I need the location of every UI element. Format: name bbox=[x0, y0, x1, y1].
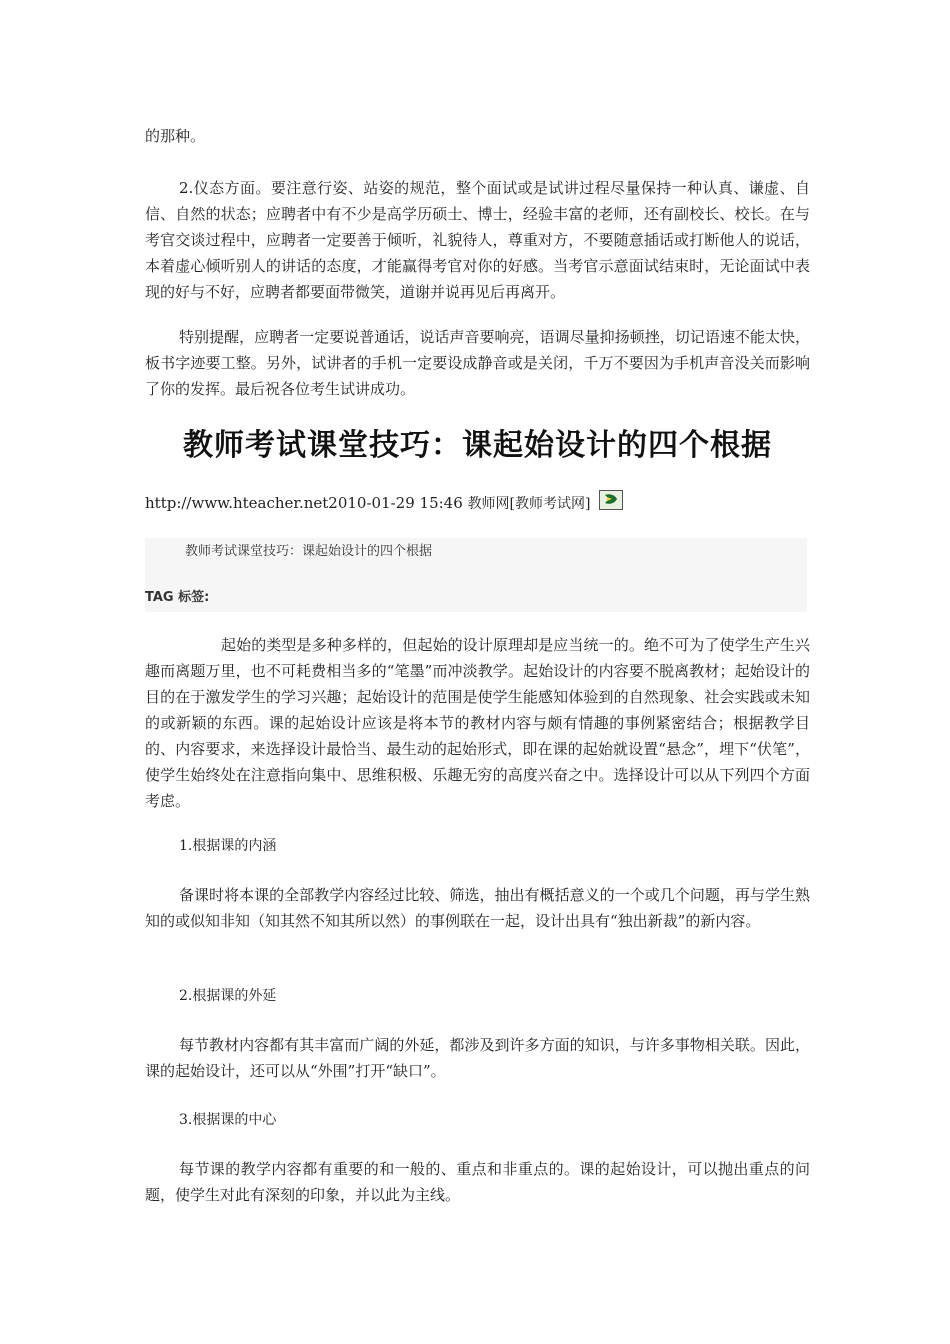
section-body-3: 每节课的教学内容都有重要的和一般的、重点和非重点的。课的起始设计，可以抛出重点的问题，使学生对此有深刻的印象，并以此为主线。 bbox=[145, 1160, 810, 1204]
paragraph-ending: 的那种。 bbox=[145, 127, 206, 145]
article-intro: 起始的类型是多种多样的，但起始的设计原理却是应当统一的。绝不可为了使学生产生兴趣而离题万里，也不可耗费相当多的“笔墨”而冲淡教学。起始设计的内容要不脱离教材；起始设计的目的在于激发学生的学习兴趣；起始设计的范围是使学生能感知体验到的自然现象、社会实践或未知的或新颖的东西。课的起始设计应该是将本节的教材内容与颇有情趣的事例紧密结合；根据教学目的、内容要求，来选择设计最恰当、最生动的起始形式，即在课的起始就设置“悬念”，埋下“伏笔”，使学生始终处在注意指向集中、思维积极、乐趣无穷的高度兴奋之中。选择设计可以从下列四个方面考虑。 bbox=[145, 636, 810, 810]
article-subtitle: 教师考试课堂技巧：课起始设计的四个根据 bbox=[185, 544, 433, 559]
section-body-2: 每节教材内容都有其丰富而广阔的外延，都涉及到许多方面的知识，与许多事物相关联。因此，课的起始设计，还可以从“外围”打开“缺口”。 bbox=[145, 1036, 810, 1080]
section-heading-1: 1.根据课的内涵 bbox=[179, 838, 277, 854]
section-body-1: 备课时将本课的全部教学内容经过比较、筛选，抽出有概括意义的一个或几个问题，再与学生熟知的或似知非知（知其然不知其所以然）的事例联在一起，设计出具有“独出新裁”的新内容。 bbox=[145, 886, 810, 930]
paragraph-demeanor: 2.仪态方面。要注意行姿、站姿的规范，整个面试或是试讲过程尽量保持一种认真、谦虚、自信、自然的状态；应聘者中有不少是高学历硕士、博士，经验丰富的老师，还有副校长、校长。在与考官交谈过程中，应聘者一定要善于倾听，礼貌待人，尊重对方，不要随意插话或打断他人的说话，本着虚心倾听别人的讲话的态度，才能赢得考官对你的好感。当考官示意面试结束时，无论面试中表现的好与不好，应聘者都要面带微笑，道谢并说再见后再离开。 bbox=[145, 179, 810, 301]
article-title: 教师考试课堂技巧：课起始设计的四个根据 bbox=[183, 428, 772, 463]
article-meta-source[interactable]: 教师网[教师考试网] bbox=[467, 496, 591, 512]
article-meta-url[interactable]: http://www.hteacher.net2010-01-29 15:46 bbox=[145, 494, 463, 512]
tag-label: TAG 标签: bbox=[145, 590, 210, 605]
article-meta bbox=[145, 490, 623, 517]
share-icon[interactable] bbox=[599, 490, 623, 510]
paragraph-reminder: 特别提醒，应聘者一定要说普通话，说话声音要响亮，语调尽量抑扬顿挫，切记语速不能太快，板书字迹要工整。另外，试讲者的手机一定要设成静音或是关闭，千万不要因为手机声音没关而影响了你的发挥。最后祝各位考生试讲成功。 bbox=[145, 328, 810, 398]
section-heading-3: 3.根据课的中心 bbox=[179, 1112, 277, 1128]
section-heading-2: 2.根据课的外延 bbox=[179, 988, 277, 1004]
article-info-box bbox=[145, 538, 807, 612]
